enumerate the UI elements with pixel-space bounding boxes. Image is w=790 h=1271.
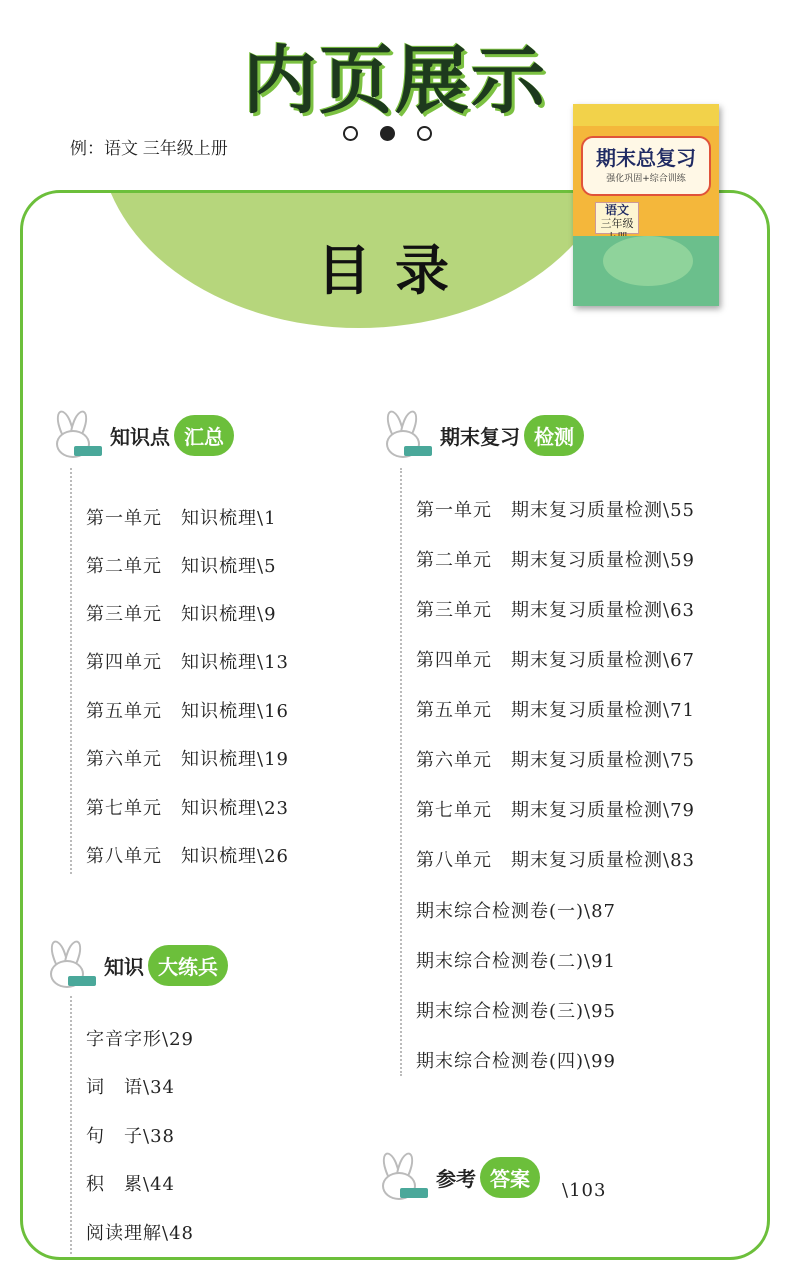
carousel-dots[interactable]: [343, 126, 432, 141]
toc-entry[interactable]: 第七单元 期末复习质量检测\79: [416, 800, 695, 821]
toc-entry[interactable]: 期末综合检测卷(一)\87: [416, 901, 617, 922]
rabbit-mascot-icon: [34, 410, 106, 460]
toc-entry[interactable]: 第六单元 知识梳理\19: [86, 749, 289, 770]
cover-lotus-leaf: [603, 236, 693, 286]
section-badge: 大练兵: [148, 945, 228, 986]
toc-entry[interactable]: 积 累\44: [86, 1174, 175, 1195]
section-knowledge-summary-header: [34, 410, 234, 460]
example-label: 例：语文 三年级上册: [70, 139, 228, 158]
toc-entry[interactable]: 字音字形\29: [86, 1029, 194, 1050]
toc-entry[interactable]: 期末综合检测卷(二)\91: [416, 951, 617, 972]
toc-entry[interactable]: 第四单元 知识梳理\13: [86, 652, 289, 673]
carousel-dot-3[interactable]: [417, 126, 432, 141]
section-heading: 知识: [104, 954, 144, 979]
toc-title: 目录: [317, 239, 473, 302]
toc-entry[interactable]: 期末综合检测卷(三)\95: [416, 1001, 617, 1022]
cover-top-band: [573, 104, 719, 126]
toc-entry[interactable]: 第七单元 知识梳理\23: [86, 798, 289, 819]
toc-entry[interactable]: 第三单元 知识梳理\9: [86, 604, 277, 625]
section1-divider: [70, 468, 72, 874]
rabbit-mascot-icon: [364, 410, 436, 460]
section-exam-review-header: [364, 410, 584, 460]
answers-page[interactable]: \103: [562, 1180, 607, 1201]
toc-entry[interactable]: 第四单元 期末复习质量检测\67: [416, 650, 695, 671]
toc-entry[interactable]: 第三单元 期末复习质量检测\63: [416, 600, 695, 621]
toc-entry[interactable]: 第五单元 期末复习质量检测\71: [416, 700, 695, 721]
section-answers-header: [360, 1152, 540, 1202]
toc-entry[interactable]: 第八单元 知识梳理\26: [86, 846, 289, 867]
cover-grade: 三年级: [600, 217, 634, 230]
cover-subtitle: 强化巩固+综合训练: [606, 174, 686, 184]
content-frame: [20, 190, 770, 1260]
carousel-dot-2[interactable]: [380, 126, 395, 141]
toc-entry[interactable]: 第二单元 期末复习质量检测\59: [416, 550, 695, 571]
toc-entry[interactable]: 阅读理解\48: [86, 1223, 194, 1244]
toc-entry[interactable]: 期末综合检测卷(四)\99: [416, 1051, 617, 1072]
rabbit-mascot-icon: [360, 1152, 432, 1202]
section3-divider: [70, 996, 72, 1254]
toc-entry[interactable]: 第五单元 知识梳理\16: [86, 701, 289, 722]
section-heading: 期末复习: [440, 424, 520, 449]
page-title: 内页展示: [243, 38, 547, 124]
section-heading: 知识点: [110, 424, 170, 449]
toc-entry[interactable]: 句 子\38: [86, 1126, 175, 1147]
section-badge: 检测: [524, 415, 584, 456]
cover-subject: [595, 202, 639, 234]
section-badge: 答案: [480, 1157, 540, 1198]
section-heading: 参考: [436, 1166, 476, 1191]
rabbit-mascot-icon: [28, 940, 100, 990]
toc-entry[interactable]: 词 语\34: [86, 1077, 175, 1098]
section2-divider: [400, 468, 402, 1076]
section-practice-header: [28, 940, 228, 990]
cover-title-panel: [581, 136, 711, 196]
toc-entry[interactable]: 第一单元 期末复习质量检测\55: [416, 500, 695, 521]
toc-entry[interactable]: 第八单元 期末复习质量检测\83: [416, 850, 695, 871]
cover-subject-name: 语文: [604, 203, 629, 217]
book-cover-image: [573, 104, 719, 306]
section-badge: 汇总: [174, 415, 234, 456]
toc-entry[interactable]: 第二单元 知识梳理\5: [86, 556, 277, 577]
cover-title: 期末总复习: [596, 146, 696, 170]
toc-entry[interactable]: 第六单元 期末复习质量检测\75: [416, 750, 695, 771]
carousel-dot-1[interactable]: [343, 126, 358, 141]
toc-entry[interactable]: 第一单元 知识梳理\1: [86, 508, 277, 529]
